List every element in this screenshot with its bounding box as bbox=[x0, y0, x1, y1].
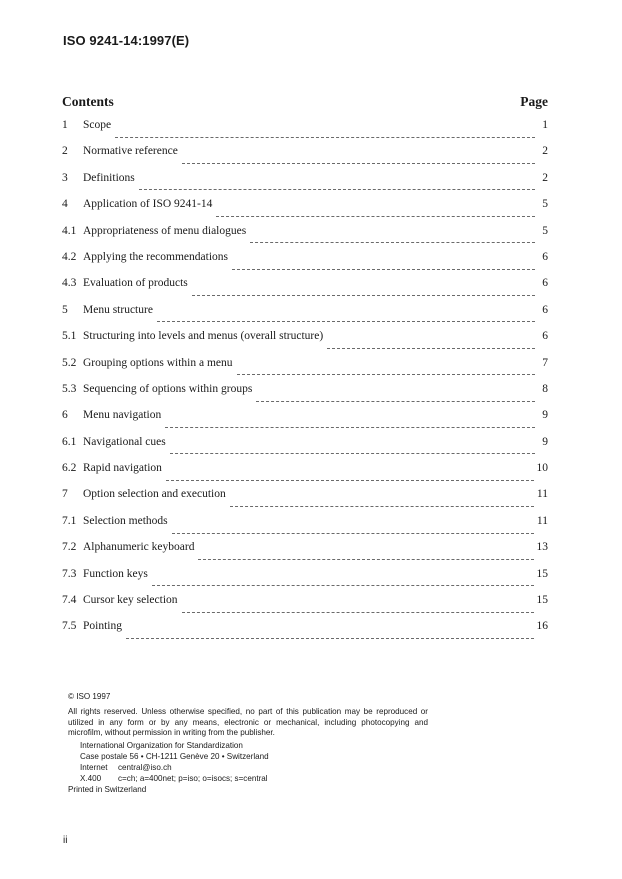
toc-entry-title: Menu navigation bbox=[83, 409, 162, 422]
toc-entry-page: 6 bbox=[542, 303, 548, 316]
toc-entry-applying-recommendations[interactable] bbox=[62, 251, 548, 277]
toc-entry-title: Application of ISO 9241-14 bbox=[83, 198, 213, 211]
toc-entry-number: 7.4 bbox=[62, 594, 77, 607]
toc-entry-title: Grouping options within a menu bbox=[83, 356, 233, 369]
toc-entry-number: 1 bbox=[62, 119, 68, 131]
internet-address: central@iso.ch bbox=[118, 762, 172, 772]
organization-name: International Organization for Standardization bbox=[80, 741, 243, 751]
dot-leader bbox=[157, 313, 535, 322]
toc-entry-number: 4.2 bbox=[62, 250, 77, 263]
toc-entry-title: Pointing bbox=[83, 620, 122, 633]
toc-entry-title: Scope bbox=[83, 119, 112, 131]
dot-leader bbox=[192, 287, 535, 296]
toc-entry-number: 4.3 bbox=[62, 277, 77, 290]
copyright-line: © ISO 1997 bbox=[68, 692, 111, 701]
dot-leader bbox=[165, 419, 535, 428]
rights-notice: All rights reserved. Unless otherwise specified, no part of this publication may be reproduced or utilized in any form or by any means, electronic or mechanical, including photocopying and microfilm, without permission in writing from the publisher. bbox=[68, 706, 428, 738]
contents-heading: Contents bbox=[62, 94, 114, 109]
dot-leader bbox=[126, 630, 534, 639]
toc-entry-scope[interactable] bbox=[62, 119, 548, 145]
dot-leader bbox=[256, 393, 535, 402]
toc-entry-page: 8 bbox=[542, 382, 548, 395]
toc-entry-normative-reference[interactable] bbox=[62, 145, 548, 171]
toc-entry-title: Normative reference bbox=[83, 145, 178, 158]
toc-entry-number: 3 bbox=[62, 171, 68, 184]
toc-entry-page: 5 bbox=[542, 224, 548, 237]
toc-entry-sequencing-options[interactable] bbox=[62, 383, 548, 409]
toc-entry-navigational-cues[interactable] bbox=[62, 436, 548, 462]
toc-entry-number: 5.1 bbox=[62, 330, 77, 343]
x400-row bbox=[80, 774, 428, 785]
toc-entry-option-selection[interactable] bbox=[62, 488, 548, 514]
toc-entry-appropriateness[interactable] bbox=[62, 225, 548, 251]
toc-entry-page: 10 bbox=[536, 462, 548, 475]
toc-entry-number: 6.1 bbox=[62, 435, 77, 448]
toc-entry-number: 5.2 bbox=[62, 356, 77, 369]
dot-leader bbox=[216, 208, 535, 217]
dot-leader bbox=[237, 366, 536, 375]
toc-entry-title: Navigational cues bbox=[83, 435, 166, 448]
toc-entry-title: Option selection and execution bbox=[83, 488, 226, 501]
dot-leader bbox=[230, 498, 534, 507]
toc-entry-number: 6.2 bbox=[62, 462, 77, 475]
printed-in: Printed in Switzerland bbox=[68, 785, 147, 795]
dot-leader bbox=[166, 472, 534, 481]
toc-entry-cursor-key-selection[interactable] bbox=[62, 594, 548, 620]
toc-entry-page: 11 bbox=[536, 488, 548, 501]
document-id-header: ISO 9241-14:1997(E) bbox=[63, 33, 190, 48]
toc-entry-page: 6 bbox=[542, 330, 548, 343]
toc-entry-page: 15 bbox=[536, 594, 548, 607]
toc-entry-page: 9 bbox=[542, 435, 548, 448]
internet-row bbox=[80, 763, 428, 774]
dot-leader bbox=[327, 340, 535, 349]
page-number: ii bbox=[63, 835, 68, 846]
toc-entry-page: 16 bbox=[536, 620, 548, 633]
toc-entry-number: 4 bbox=[62, 198, 68, 211]
toc-entry-title: Selection methods bbox=[83, 514, 168, 527]
toc-entry-title: Rapid navigation bbox=[83, 462, 162, 475]
toc-entry-number: 7.5 bbox=[62, 620, 77, 633]
dot-leader bbox=[115, 129, 535, 138]
toc-entry-pointing[interactable] bbox=[62, 620, 548, 646]
x400-label: X.400 bbox=[80, 773, 102, 783]
toc-entry-number: 7.3 bbox=[62, 567, 77, 580]
toc-entry-page: 13 bbox=[536, 541, 548, 554]
toc-entry-function-keys[interactable] bbox=[62, 568, 548, 594]
toc-entry-grouping-options[interactable] bbox=[62, 357, 548, 383]
publisher-address bbox=[68, 741, 428, 784]
toc-entry-evaluation[interactable] bbox=[62, 277, 548, 303]
contents-heading-row bbox=[62, 94, 548, 110]
toc-entry-alphanumeric-keyboard[interactable] bbox=[62, 541, 548, 567]
toc-entry-number: 6 bbox=[62, 409, 68, 422]
toc-entry-page: 15 bbox=[536, 567, 548, 580]
toc-entry-page: 2 bbox=[542, 145, 548, 158]
toc-entry-title: Alphanumeric keyboard bbox=[83, 541, 195, 554]
toc-entry-page: 6 bbox=[542, 277, 548, 290]
toc-entry-page: 5 bbox=[542, 198, 548, 211]
toc-entry-definitions[interactable] bbox=[62, 172, 548, 198]
toc-entry-number: 7.1 bbox=[62, 514, 77, 527]
toc-entry-page: 7 bbox=[542, 356, 548, 369]
dot-leader bbox=[250, 234, 535, 243]
dot-leader bbox=[182, 155, 535, 164]
toc-entry-number: 5 bbox=[62, 303, 68, 316]
internet-label: Internet bbox=[80, 762, 108, 772]
x400-address: c=ch; a=400net; p=iso; o=isocs; s=central bbox=[118, 773, 268, 783]
toc-entry-number: 7 bbox=[62, 488, 68, 501]
toc-entry-title: Sequencing of options within groups bbox=[83, 382, 253, 395]
toc-entry-number: 7.2 bbox=[62, 541, 77, 554]
toc-entry-selection-methods[interactable] bbox=[62, 515, 548, 541]
toc-entry-title: Function keys bbox=[83, 567, 148, 580]
toc-entry-title: Cursor key selection bbox=[83, 594, 178, 607]
dot-leader bbox=[232, 261, 535, 270]
toc-entry-title: Applying the recommendations bbox=[83, 250, 228, 263]
toc-entry-structuring-levels[interactable] bbox=[62, 330, 548, 356]
table-of-contents bbox=[62, 119, 548, 647]
toc-entry-menu-structure[interactable] bbox=[62, 304, 548, 330]
toc-entry-number: 2 bbox=[62, 145, 68, 158]
dot-leader bbox=[182, 604, 534, 613]
toc-entry-page: 2 bbox=[542, 171, 548, 184]
postal-address: Case postale 56 • CH-1211 Genève 20 • Switzerland bbox=[80, 751, 269, 761]
toc-entry-title: Structuring into levels and menus (overall structure) bbox=[83, 330, 324, 343]
toc-entry-title: Evaluation of products bbox=[83, 277, 188, 290]
dot-leader bbox=[139, 181, 535, 190]
dot-leader bbox=[198, 551, 533, 560]
toc-entry-application[interactable] bbox=[62, 198, 548, 224]
toc-entry-number: 4.1 bbox=[62, 224, 77, 237]
toc-entry-page: 1 bbox=[542, 119, 548, 131]
toc-entry-rapid-navigation[interactable] bbox=[62, 462, 548, 488]
copyright-block bbox=[68, 692, 428, 796]
page-column-heading: Page bbox=[520, 94, 548, 109]
toc-entry-number: 5.3 bbox=[62, 382, 77, 395]
toc-entry-page: 11 bbox=[536, 514, 548, 527]
toc-entry-menu-navigation[interactable] bbox=[62, 409, 548, 435]
toc-entry-title: Definitions bbox=[83, 171, 135, 184]
dot-leader bbox=[152, 577, 534, 586]
toc-entry-title: Appropriateness of menu dialogues bbox=[83, 224, 247, 237]
toc-entry-title: Menu structure bbox=[83, 303, 153, 316]
toc-entry-page: 9 bbox=[542, 409, 548, 422]
dot-leader bbox=[170, 445, 535, 454]
dot-leader bbox=[172, 525, 534, 534]
toc-entry-page: 6 bbox=[542, 250, 548, 263]
